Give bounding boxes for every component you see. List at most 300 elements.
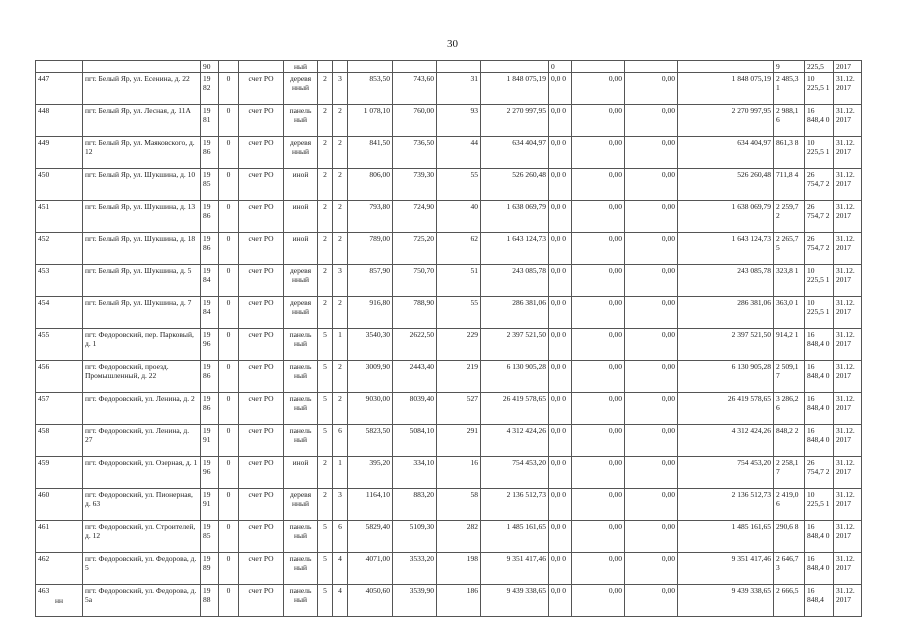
wall-material-cell: деревя нный	[284, 489, 318, 521]
page-number: 30	[447, 38, 458, 50]
year-built-cell: 90	[201, 61, 219, 73]
total-area-cell: 916,80	[348, 297, 393, 329]
year-renovated-cell: 0	[219, 585, 239, 617]
cost-federal-cell: 0	[549, 61, 572, 73]
address-cell: пгт. Белый Яр, ул. Шукшина, д. 7	[83, 297, 201, 329]
table-row	[36, 521, 862, 553]
year-renovated-cell: 0	[219, 457, 239, 489]
residents-cell: 282	[437, 521, 481, 553]
total-area-cell: 853,50	[348, 73, 393, 105]
table-row	[36, 105, 862, 137]
floors-cell: 2	[318, 489, 333, 521]
address-cell: пгт. Федоровский, проезд. Промышленный, д. 22	[83, 361, 201, 393]
floors-cell: 2	[318, 201, 333, 233]
cost-owners-cell: 1 643 124,73	[678, 233, 774, 265]
floors-cell: 2	[318, 169, 333, 201]
total-area-cell: 1164,10	[348, 489, 393, 521]
fund-method-cell: счет РО	[239, 425, 284, 457]
residents-cell: 62	[437, 233, 481, 265]
fund-method-cell: счет РО	[239, 329, 284, 361]
cost-owners-cell: 2 270 997,95	[678, 105, 774, 137]
fund-method-cell: счет РО	[239, 585, 284, 617]
cost-regional-cell: 0,00	[572, 553, 625, 585]
wall-material-cell: деревя нный	[284, 73, 318, 105]
max-unit-cost-cell: 16 848,4 0	[805, 361, 834, 393]
entrances-cell: 3	[333, 73, 348, 105]
entrances-cell: 6	[333, 521, 348, 553]
cost-federal-cell: 0,0 0	[549, 137, 572, 169]
unit-cost-cell: 2 988,1 6	[774, 105, 805, 137]
row-number-cell: 459	[36, 457, 83, 489]
floors-cell: 2	[318, 297, 333, 329]
residents-cell: 527	[437, 393, 481, 425]
row-number-cell: 448	[36, 105, 83, 137]
cost-local-cell: 0,00	[625, 361, 678, 393]
year-built-cell: 19 84	[201, 265, 219, 297]
unit-cost-cell: 2 666,5	[774, 585, 805, 617]
cost-local-cell: 0,00	[625, 553, 678, 585]
entrances-cell: 2	[333, 393, 348, 425]
residents-cell	[437, 61, 481, 73]
max-unit-cost-cell: 10 225,5 1	[805, 73, 834, 105]
cost-regional-cell: 0,00	[572, 265, 625, 297]
deadline-cell: 31.12. 2017	[834, 201, 862, 233]
cost-federal-cell: 0,0 0	[549, 457, 572, 489]
unit-cost-cell: 711,8 4	[774, 169, 805, 201]
year-renovated-cell: 0	[219, 521, 239, 553]
row-number-cell: 463	[36, 585, 83, 617]
total-cost-cell: 9 351 417,46	[481, 553, 549, 585]
residents-cell: 229	[437, 329, 481, 361]
cost-local-cell: 0,00	[625, 201, 678, 233]
living-area-cell: 334,10	[393, 457, 437, 489]
cost-regional-cell: 0,00	[572, 457, 625, 489]
address-cell: пгт. Федоровский, ул. Федорова, д. 5а	[83, 585, 201, 617]
cost-owners-cell: 634 404,97	[678, 137, 774, 169]
deadline-cell: 31.12. 2017	[834, 297, 862, 329]
fund-method-cell: счет РО	[239, 393, 284, 425]
address-cell: пгт. Федоровский, ул. Озерная, д. 1	[83, 457, 201, 489]
wall-material-cell: деревя нный	[284, 265, 318, 297]
residents-cell: 55	[437, 297, 481, 329]
year-built-cell: 19 91	[201, 425, 219, 457]
cost-local-cell: 0,00	[625, 457, 678, 489]
year-built-cell: 19 84	[201, 297, 219, 329]
year-built-cell: 19 82	[201, 73, 219, 105]
cost-owners-cell: 1 485 161,65	[678, 521, 774, 553]
fund-method-cell: счет РО	[239, 105, 284, 137]
total-area-cell: 841,50	[348, 137, 393, 169]
table-continuation-row	[36, 61, 862, 73]
year-renovated-cell: 0	[219, 489, 239, 521]
cost-owners-cell: 1 848 075,19	[678, 73, 774, 105]
total-cost-cell: 26 419 578,65	[481, 393, 549, 425]
fund-method-cell	[239, 61, 284, 73]
deadline-cell: 31.12. 2017	[834, 105, 862, 137]
fund-method-cell: счет РО	[239, 361, 284, 393]
entrances-cell: 6	[333, 425, 348, 457]
total-area-cell: 5823,50	[348, 425, 393, 457]
unit-cost-cell: 323,8 1	[774, 265, 805, 297]
total-area-cell: 806,00	[348, 169, 393, 201]
max-unit-cost-cell: 10 225,5 1	[805, 137, 834, 169]
living-area-cell: 750,70	[393, 265, 437, 297]
table-row	[36, 169, 862, 201]
unit-cost-cell: 3 286,2 6	[774, 393, 805, 425]
floors-cell	[318, 61, 333, 73]
unit-cost-cell: 2 419,0 6	[774, 489, 805, 521]
residents-cell: 93	[437, 105, 481, 137]
cost-federal-cell: 0,0 0	[549, 553, 572, 585]
fund-method-cell: счет РО	[239, 169, 284, 201]
max-unit-cost-cell: 16 848,4	[805, 585, 834, 617]
unit-cost-cell: 2 646,7 3	[774, 553, 805, 585]
wall-material-cell: иной	[284, 169, 318, 201]
deadline-cell: 31.12. 2017	[834, 265, 862, 297]
max-unit-cost-cell: 225,5	[805, 61, 834, 73]
wall-material-cell: панель ный	[284, 393, 318, 425]
address-cell: пгт. Белый Яр, ул. Шукшина, д. 18	[83, 233, 201, 265]
cost-local-cell: 0,00	[625, 329, 678, 361]
wall-material-cell: панель ный	[284, 553, 318, 585]
living-area-cell: 736,50	[393, 137, 437, 169]
address-cell: пгт. Федоровский, ул. Строителей, д. 12	[83, 521, 201, 553]
living-area-cell: 788,90	[393, 297, 437, 329]
deadline-cell: 31.12. 2017	[834, 233, 862, 265]
cost-federal-cell: 0,0 0	[549, 265, 572, 297]
row-number-cell: 456	[36, 361, 83, 393]
cost-federal-cell: 0,0 0	[549, 201, 572, 233]
cost-owners-cell: 6 130 905,28	[678, 361, 774, 393]
max-unit-cost-cell: 10 225,5 1	[805, 265, 834, 297]
residents-cell: 40	[437, 201, 481, 233]
year-built-cell: 19 86	[201, 233, 219, 265]
table-row	[36, 489, 862, 521]
total-cost-cell: 1 485 161,65	[481, 521, 549, 553]
max-unit-cost-cell: 26 754,7 2	[805, 169, 834, 201]
cost-regional-cell: 0,00	[572, 297, 625, 329]
floors-cell: 2	[318, 73, 333, 105]
residents-cell: 16	[437, 457, 481, 489]
living-area-cell: 8039,40	[393, 393, 437, 425]
cost-federal-cell: 0,0 0	[549, 73, 572, 105]
entrances-cell: 4	[333, 585, 348, 617]
year-renovated-cell: 0	[219, 73, 239, 105]
row-number-cell: 455	[36, 329, 83, 361]
living-area-cell: 2622,50	[393, 329, 437, 361]
total-area-cell: 5829,40	[348, 521, 393, 553]
cost-owners-cell: 9 351 417,46	[678, 553, 774, 585]
cost-local-cell: 0,00	[625, 425, 678, 457]
cost-federal-cell: 0,0 0	[549, 585, 572, 617]
unit-cost-cell: 2 509,1 7	[774, 361, 805, 393]
deadline-cell: 31.12. 2017	[834, 169, 862, 201]
cost-regional-cell: 0,00	[572, 137, 625, 169]
wall-material-cell: панель ный	[284, 425, 318, 457]
wall-material-cell: иной	[284, 233, 318, 265]
cost-federal-cell: 0,0 0	[549, 169, 572, 201]
max-unit-cost-cell: 16 848,4 0	[805, 425, 834, 457]
table-row	[36, 393, 862, 425]
year-renovated-cell: 0	[219, 105, 239, 137]
cost-local-cell: 0,00	[625, 105, 678, 137]
cost-regional-cell: 0,00	[572, 105, 625, 137]
wall-material-cell: панель ный	[284, 105, 318, 137]
cost-federal-cell: 0,0 0	[549, 329, 572, 361]
deadline-cell: 31.12. 2017	[834, 585, 862, 617]
deadline-cell: 31.12. 2017	[834, 137, 862, 169]
table-row	[36, 585, 862, 617]
address-cell: пгт. Белый Яр, ул. Лесная, д. 11А	[83, 105, 201, 137]
entrances-cell: 2	[333, 233, 348, 265]
residents-cell: 198	[437, 553, 481, 585]
cost-local-cell: 0,00	[625, 137, 678, 169]
cost-local-cell: 0,00	[625, 297, 678, 329]
max-unit-cost-cell: 10 225,5 1	[805, 489, 834, 521]
fund-method-cell: счет РО	[239, 137, 284, 169]
floors-cell: 5	[318, 361, 333, 393]
total-cost-cell: 2 270 997,95	[481, 105, 549, 137]
total-cost-cell: 6 130 905,28	[481, 361, 549, 393]
max-unit-cost-cell: 26 754,7 2	[805, 201, 834, 233]
deadline-cell: 31.12. 2017	[834, 489, 862, 521]
wall-material-cell: панель ный	[284, 329, 318, 361]
floors-cell: 5	[318, 425, 333, 457]
cost-owners-cell	[678, 61, 774, 73]
unit-cost-cell: 2 485,3 1	[774, 73, 805, 105]
cost-local-cell: 0,00	[625, 521, 678, 553]
year-renovated-cell: 0	[219, 201, 239, 233]
total-area-cell: 4071,00	[348, 553, 393, 585]
living-area-cell: 5109,30	[393, 521, 437, 553]
total-cost-cell: 4 312 424,26	[481, 425, 549, 457]
max-unit-cost-cell: 16 848,4 0	[805, 393, 834, 425]
row-number-cell: 449	[36, 137, 83, 169]
row-number-cell: 447	[36, 73, 83, 105]
fund-method-cell: счет РО	[239, 521, 284, 553]
unit-cost-cell: 2 265,7 5	[774, 233, 805, 265]
cost-owners-cell: 1 638 069,79	[678, 201, 774, 233]
cost-regional-cell: 0,00	[572, 521, 625, 553]
wall-material-cell: деревя нный	[284, 297, 318, 329]
floors-cell: 5	[318, 521, 333, 553]
total-cost-cell: 286 381,06	[481, 297, 549, 329]
unit-cost-cell: 914,2 1	[774, 329, 805, 361]
unit-cost-cell: 363,0 1	[774, 297, 805, 329]
year-built-cell: 19 86	[201, 201, 219, 233]
row-number-cell: 454	[36, 297, 83, 329]
total-area-cell	[348, 61, 393, 73]
row-number-cell: 458	[36, 425, 83, 457]
year-built-cell: 19 85	[201, 169, 219, 201]
entrances-cell: 4	[333, 553, 348, 585]
deadline-cell: 31.12. 2017	[834, 361, 862, 393]
residents-cell: 44	[437, 137, 481, 169]
wall-material-cell: ный	[284, 61, 318, 73]
year-built-cell: 19 86	[201, 361, 219, 393]
total-area-cell: 395,20	[348, 457, 393, 489]
entrances-cell: 1	[333, 457, 348, 489]
table-row	[36, 137, 862, 169]
max-unit-cost-cell: 16 848,4 0	[805, 553, 834, 585]
entrances-cell: 1	[333, 329, 348, 361]
address-cell: пгт. Белый Яр, ул. Шукшина, д. 10	[83, 169, 201, 201]
table-row	[36, 265, 862, 297]
cost-regional-cell: 0,00	[572, 233, 625, 265]
cost-local-cell: 0,00	[625, 73, 678, 105]
wall-material-cell: панель ный	[284, 585, 318, 617]
entrances-cell: 2	[333, 297, 348, 329]
fund-method-cell: счет РО	[239, 73, 284, 105]
entrances-cell: 3	[333, 489, 348, 521]
table-row	[36, 73, 862, 105]
living-area-cell: 3533,20	[393, 553, 437, 585]
entrances-cell: 2	[333, 361, 348, 393]
total-cost-cell: 1 638 069,79	[481, 201, 549, 233]
max-unit-cost-cell: 10 225,5 1	[805, 297, 834, 329]
cost-owners-cell: 2 136 512,73	[678, 489, 774, 521]
total-cost-cell: 1 643 124,73	[481, 233, 549, 265]
cost-federal-cell: 0,0 0	[549, 297, 572, 329]
address-cell: пгт. Федоровский, ул. Федорова, д. 5	[83, 553, 201, 585]
wall-material-cell: панель ный	[284, 361, 318, 393]
residents-cell: 186	[437, 585, 481, 617]
cost-local-cell: 0,00	[625, 585, 678, 617]
floors-cell: 5	[318, 393, 333, 425]
floors-cell: 2	[318, 137, 333, 169]
cost-local-cell: 0,00	[625, 393, 678, 425]
year-renovated-cell: 0	[219, 361, 239, 393]
total-cost-cell	[481, 61, 549, 73]
deadline-cell: 31.12. 2017	[834, 425, 862, 457]
table-row	[36, 553, 862, 585]
housing-register-table	[35, 60, 862, 617]
cost-regional-cell: 0,00	[572, 489, 625, 521]
living-area-cell: 5084,10	[393, 425, 437, 457]
table-row	[36, 361, 862, 393]
row-number-cell	[36, 61, 83, 73]
year-built-cell: 19 86	[201, 393, 219, 425]
residents-cell: 55	[437, 169, 481, 201]
footer-mark: нн	[55, 596, 64, 605]
year-renovated-cell: 0	[219, 425, 239, 457]
living-area-cell: 739,30	[393, 169, 437, 201]
year-built-cell: 19 85	[201, 521, 219, 553]
living-area-cell: 725,20	[393, 233, 437, 265]
deadline-cell: 31.12. 2017	[834, 329, 862, 361]
row-number-cell: 453	[36, 265, 83, 297]
cost-federal-cell: 0,0 0	[549, 425, 572, 457]
floors-cell: 2	[318, 105, 333, 137]
fund-method-cell: счет РО	[239, 457, 284, 489]
total-area-cell: 1 078,10	[348, 105, 393, 137]
floors-cell: 5	[318, 585, 333, 617]
address-cell: пгт. Белый Яр, ул. Есенина, д. 22	[83, 73, 201, 105]
floors-cell: 5	[318, 553, 333, 585]
residents-cell: 51	[437, 265, 481, 297]
address-cell	[83, 61, 201, 73]
table-row	[36, 425, 862, 457]
max-unit-cost-cell: 16 848,4 0	[805, 521, 834, 553]
row-number-cell: 461	[36, 521, 83, 553]
fund-method-cell: счет РО	[239, 233, 284, 265]
floors-cell: 2	[318, 265, 333, 297]
deadline-cell: 31.12. 2017	[834, 457, 862, 489]
max-unit-cost-cell: 26 754,7 2	[805, 233, 834, 265]
total-cost-cell: 2 397 521,50	[481, 329, 549, 361]
cost-local-cell: 0,00	[625, 265, 678, 297]
year-built-cell: 19 89	[201, 553, 219, 585]
total-cost-cell: 754 453,20	[481, 457, 549, 489]
entrances-cell: 3	[333, 265, 348, 297]
residents-cell: 219	[437, 361, 481, 393]
fund-method-cell: счет РО	[239, 489, 284, 521]
cost-federal-cell: 0,0 0	[549, 105, 572, 137]
total-area-cell: 857,90	[348, 265, 393, 297]
max-unit-cost-cell: 16 848,4 0	[805, 105, 834, 137]
cost-local-cell: 0,00	[625, 233, 678, 265]
fund-method-cell: счет РО	[239, 265, 284, 297]
address-cell: пгт. Федоровский, пер. Парковый, д. 1	[83, 329, 201, 361]
row-number-cell: 452	[36, 233, 83, 265]
total-cost-cell: 1 848 075,19	[481, 73, 549, 105]
cost-regional-cell: 0,00	[572, 425, 625, 457]
entrances-cell	[333, 61, 348, 73]
cost-regional-cell: 0,00	[572, 169, 625, 201]
wall-material-cell: иной	[284, 457, 318, 489]
year-renovated-cell: 0	[219, 137, 239, 169]
deadline-cell: 31.12. 2017	[834, 521, 862, 553]
row-number-cell: 457	[36, 393, 83, 425]
residents-cell: 31	[437, 73, 481, 105]
cost-regional-cell: 0,00	[572, 361, 625, 393]
cost-owners-cell: 243 085,78	[678, 265, 774, 297]
address-cell: пгт. Федоровский, ул. Ленина, д. 2	[83, 393, 201, 425]
year-built-cell: 19 91	[201, 489, 219, 521]
cost-federal-cell: 0,0 0	[549, 489, 572, 521]
max-unit-cost-cell: 26 754,7 2	[805, 457, 834, 489]
unit-cost-cell: 2 258,1 7	[774, 457, 805, 489]
year-built-cell: 19 96	[201, 457, 219, 489]
cost-regional-cell: 0,00	[572, 73, 625, 105]
cost-federal-cell: 0,0 0	[549, 361, 572, 393]
cost-regional-cell: 0,00	[572, 201, 625, 233]
table-row	[36, 297, 862, 329]
entrances-cell: 2	[333, 201, 348, 233]
fund-method-cell: счет РО	[239, 553, 284, 585]
unit-cost-cell: 9	[774, 61, 805, 73]
wall-material-cell: панель ный	[284, 521, 318, 553]
living-area-cell: 743,60	[393, 73, 437, 105]
table-row	[36, 201, 862, 233]
address-cell: пгт. Федоровский, ул. Пионерная, д. 63	[83, 489, 201, 521]
row-number-cell: 460	[36, 489, 83, 521]
fund-method-cell: счет РО	[239, 297, 284, 329]
fund-method-cell: счет РО	[239, 201, 284, 233]
cost-owners-cell: 9 439 338,65	[678, 585, 774, 617]
total-area-cell: 3540,30	[348, 329, 393, 361]
cost-federal-cell: 0,0 0	[549, 233, 572, 265]
living-area-cell: 760,00	[393, 105, 437, 137]
total-area-cell: 9030,00	[348, 393, 393, 425]
address-cell: пгт. Белый Яр, ул. Шукшина, д. 13	[83, 201, 201, 233]
year-built-cell: 19 86	[201, 137, 219, 169]
year-built-cell: 19 96	[201, 329, 219, 361]
cost-local-cell: 0,00	[625, 169, 678, 201]
row-number-cell: 450	[36, 169, 83, 201]
cost-local-cell: 0,00	[625, 489, 678, 521]
living-area-cell	[393, 61, 437, 73]
